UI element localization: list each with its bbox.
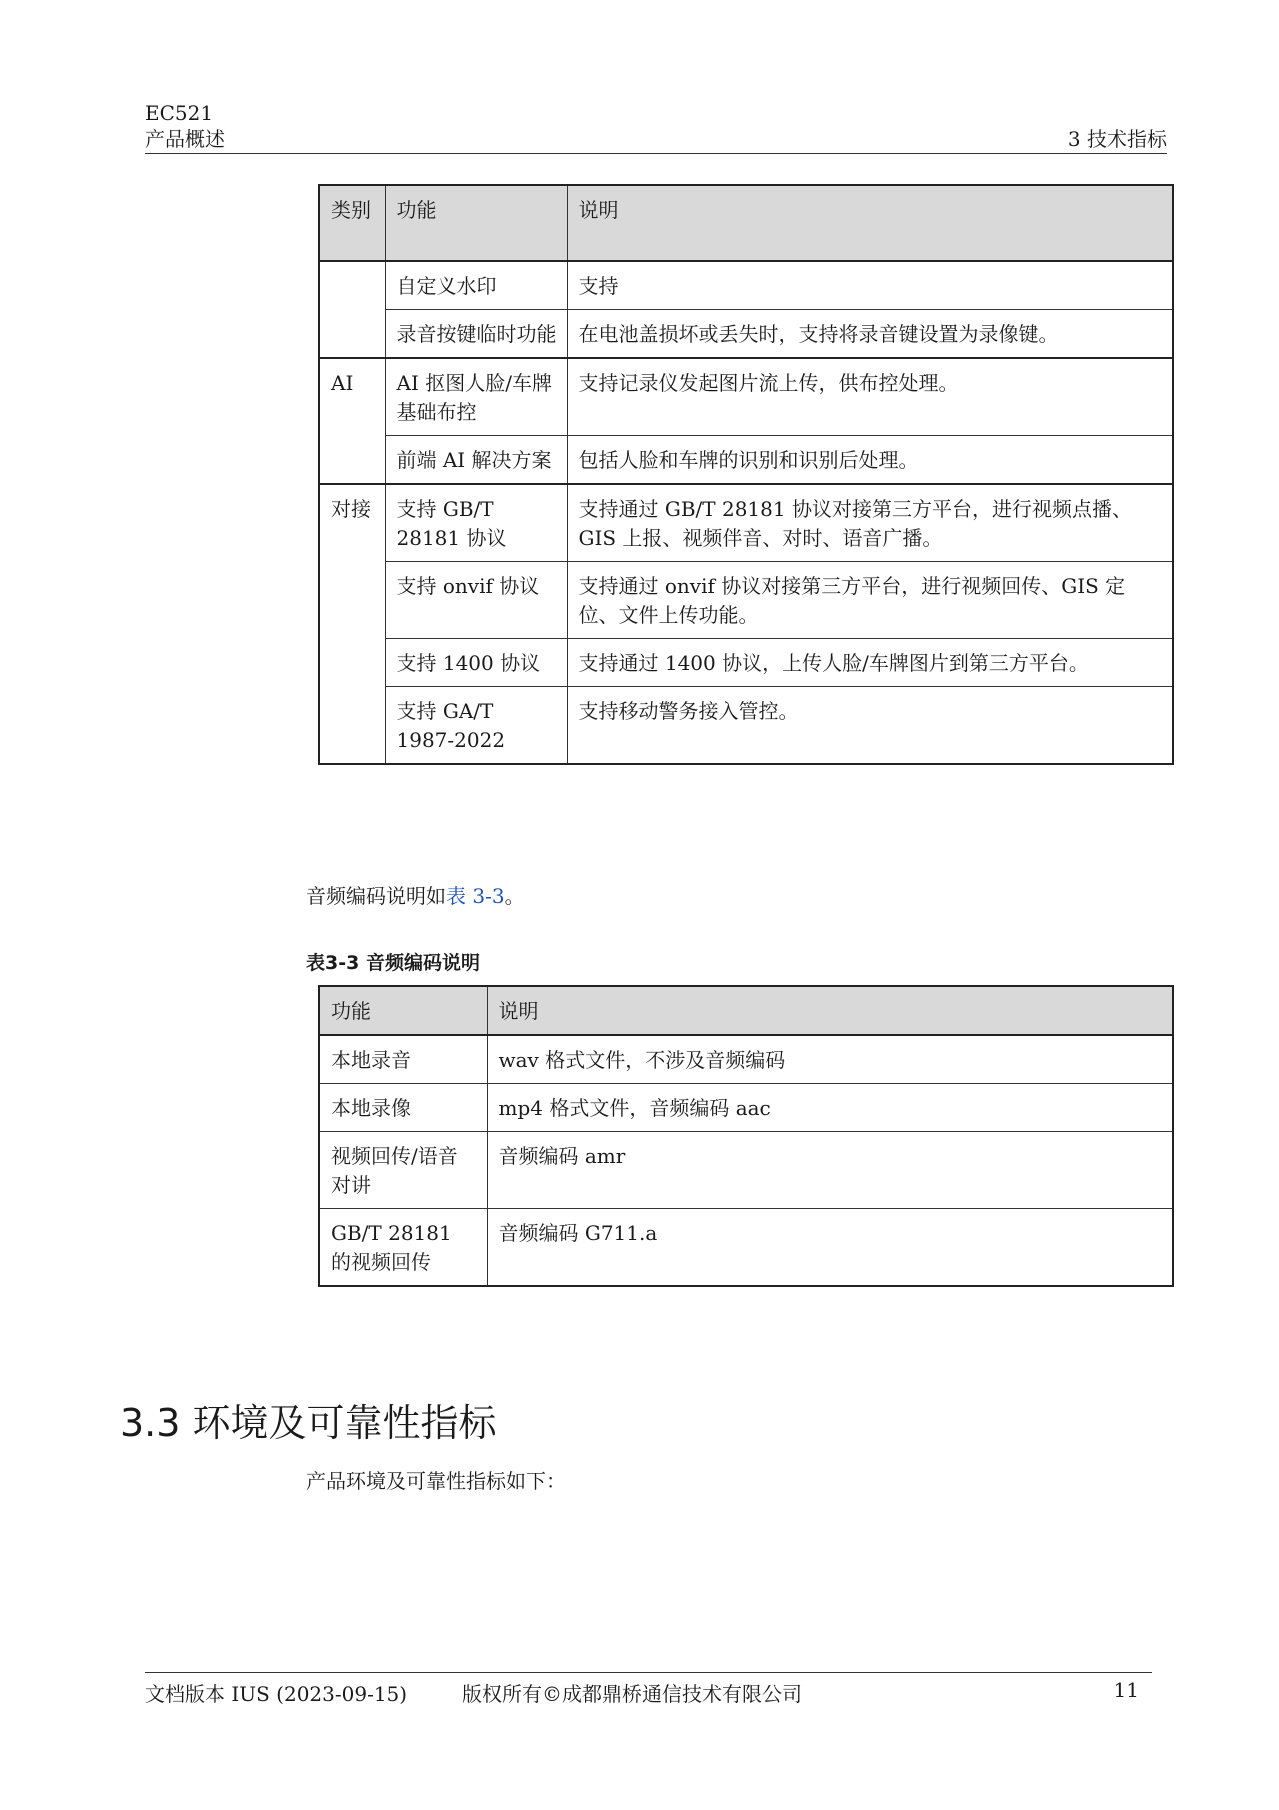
table-row: [319, 1209, 1173, 1287]
table-row: [319, 562, 1173, 639]
table-row: [319, 436, 1173, 485]
copyright: 版权所有©成都鼎桥通信技术有限公司: [462, 1682, 802, 1706]
function-cell: 自定义水印: [385, 261, 567, 310]
doc-version: 文档版本 IUS (2023-09-15): [145, 1682, 408, 1706]
header-function: 功能: [385, 185, 567, 261]
description-cell: mp4 格式文件，音频编码 aac: [487, 1084, 1173, 1132]
function-cell: 本地录像: [319, 1084, 487, 1132]
header-description: 说明: [567, 185, 1173, 261]
table-row: [319, 310, 1173, 359]
description-cell: 包括人脸和车牌的识别和识别后处理。: [567, 436, 1173, 485]
function-cell: AI 抠图人脸/车牌基础布控: [385, 358, 567, 436]
section-title: 3.3 环境及可靠性指标: [120, 1401, 497, 1445]
footer-divider: [145, 1672, 1152, 1673]
table-row: [319, 484, 1173, 562]
table-header-row: [319, 185, 1173, 261]
product-name: EC521: [145, 101, 214, 125]
description-cell: wav 格式文件，不涉及音频编码: [487, 1035, 1173, 1084]
audio-intro: 音频编码说明如表 3-3。: [306, 884, 525, 908]
audio-codec-table: [318, 985, 1174, 1287]
table-ref-link[interactable]: 表 3-3: [446, 884, 505, 908]
function-cell: 支持 onvif 协议: [385, 562, 567, 639]
function-cell: 支持 GB/T 28181 协议: [385, 484, 567, 562]
table-header-row: [319, 986, 1173, 1035]
description-cell: 支持移动警务接入管控。: [567, 687, 1173, 765]
page-number: 11: [1113, 1678, 1139, 1702]
description-cell: 支持: [567, 261, 1173, 310]
features-table: [318, 184, 1174, 765]
table-row: [319, 1084, 1173, 1132]
table-row: [319, 261, 1173, 310]
table-row: [319, 639, 1173, 687]
chapter-title: 3 技术指标: [1067, 127, 1167, 151]
header-divider: [145, 153, 1167, 154]
description-cell: 支持通过 onvif 协议对接第三方平台，进行视频回传、GIS 定位、文件上传功能。: [567, 562, 1173, 639]
description-cell: 音频编码 amr: [487, 1132, 1173, 1209]
section-intro: 产品环境及可靠性指标如下：: [306, 1469, 566, 1493]
table-row: [319, 358, 1173, 436]
function-cell: 本地录音: [319, 1035, 487, 1084]
function-cell: 前端 AI 解决方案: [385, 436, 567, 485]
category-cell: AI: [319, 358, 385, 484]
category-cell: [319, 261, 385, 358]
description-cell: 支持通过 1400 协议，上传人脸/车牌图片到第三方平台。: [567, 639, 1173, 687]
table-row: [319, 1132, 1173, 1209]
description-cell: 音频编码 G711.a: [487, 1209, 1173, 1287]
description-cell: 支持通过 GB/T 28181 协议对接第三方平台，进行视频点播、GIS 上报、视频伴音、对时、语音广播。: [567, 484, 1173, 562]
header-category: 类别: [319, 185, 385, 261]
function-cell: 支持 1400 协议: [385, 639, 567, 687]
function-cell: GB/T 28181 的视频回传: [319, 1209, 487, 1287]
description-cell: 支持记录仪发起图片流上传，供布控处理。: [567, 358, 1173, 436]
header-description: 说明: [487, 986, 1173, 1035]
header-function: 功能: [319, 986, 487, 1035]
table-row: [319, 687, 1173, 765]
description-cell: 在电池盖损坏或丢失时，支持将录音键设置为录像键。: [567, 310, 1173, 359]
table-caption: 表3-3 音频编码说明: [306, 952, 480, 974]
function-cell: 录音按键临时功能: [385, 310, 567, 359]
category-cell: 对接: [319, 484, 385, 764]
page-header: [145, 100, 225, 152]
function-cell: 支持 GA/T 1987-2022: [385, 687, 567, 765]
table-row: [319, 1035, 1173, 1084]
function-cell: 视频回传/语音对讲: [319, 1132, 487, 1209]
doc-title: 产品概述: [145, 127, 225, 151]
